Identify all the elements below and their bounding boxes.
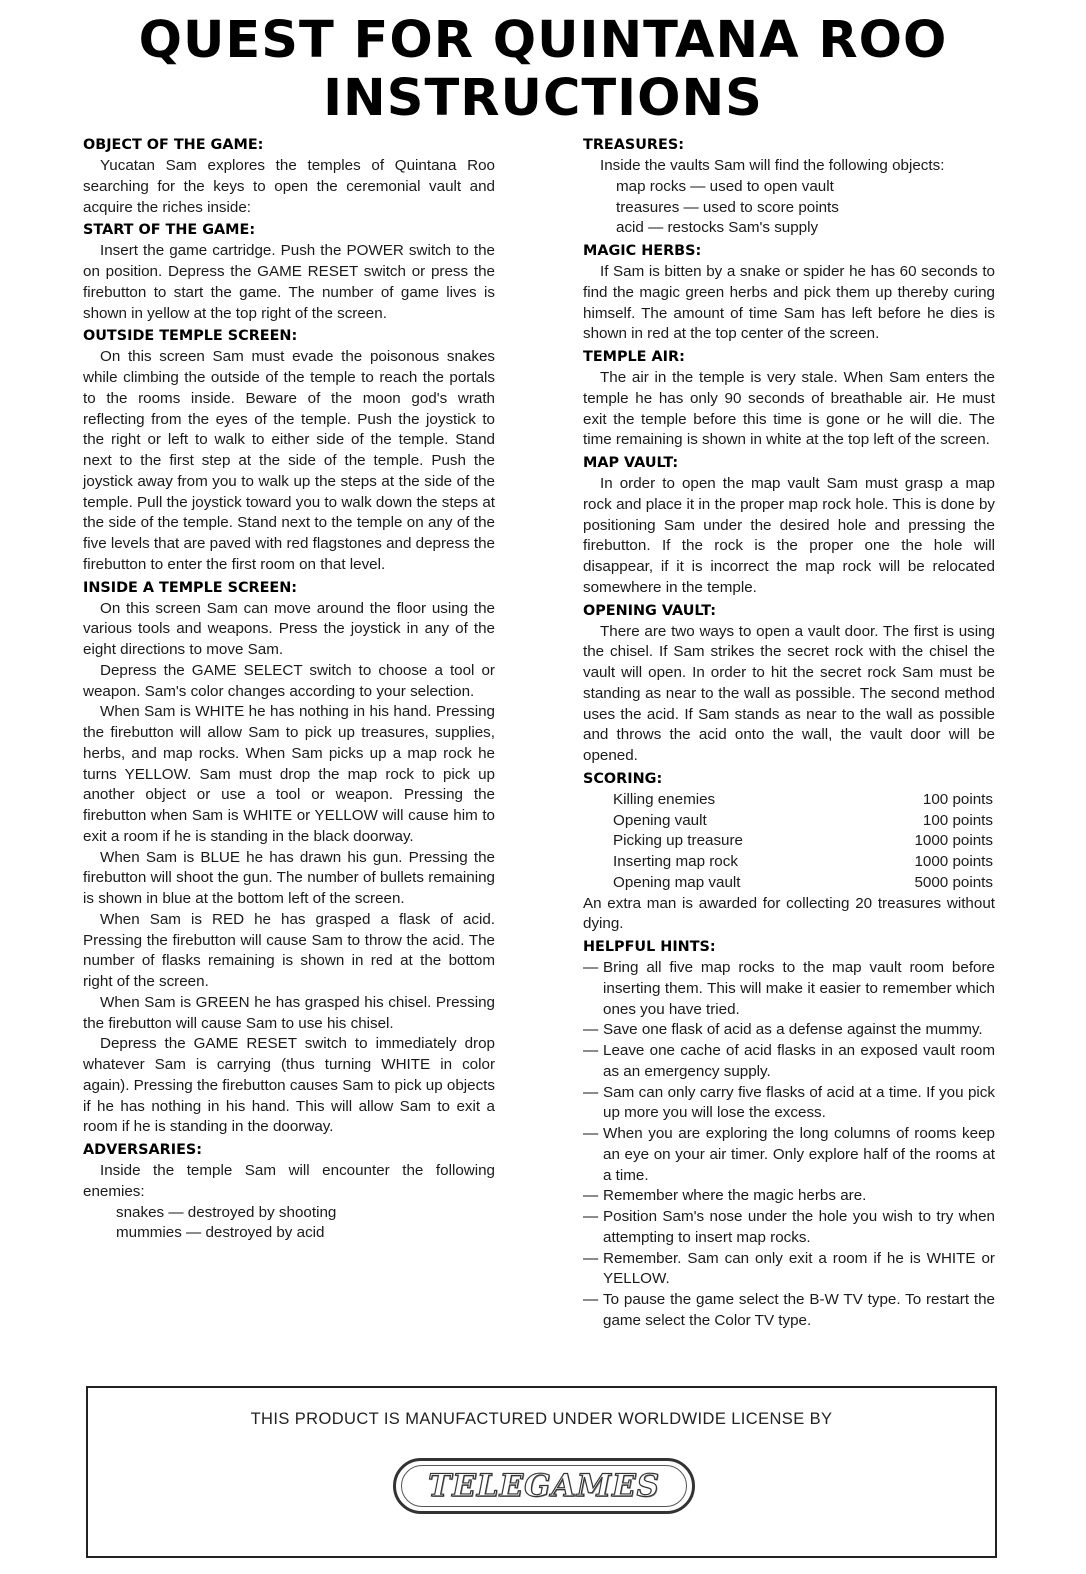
score-label: Opening vault bbox=[613, 811, 707, 829]
section-heading: OPENING VAULT: bbox=[583, 602, 716, 619]
hint-text: To pause the game select the B-W TV type. To restart the game select the Color TV type. bbox=[603, 1291, 995, 1329]
hint-text: Sam can only carry five flasks of acid at a time. If you pick up more you will lose the excess. bbox=[603, 1083, 995, 1122]
section-temple-air bbox=[583, 347, 995, 451]
hint-item bbox=[583, 1020, 995, 1041]
dash-bullet: — bbox=[583, 1083, 599, 1101]
right-column bbox=[583, 135, 995, 1332]
dash-bullet: — bbox=[583, 959, 599, 976]
hint-text: Save one flask of acid as a defense against the mummy. bbox=[603, 1021, 983, 1039]
section-heading: OBJECT OF THE GAME: bbox=[83, 137, 264, 153]
score-label: Inserting map rock bbox=[613, 853, 738, 870]
hint-item bbox=[583, 1186, 995, 1207]
paragraph: Inside the temple Sam will encounter the following enemies: bbox=[83, 1162, 495, 1200]
paragraph: When Sam is WHITE he has nothing in his hand. Pressing the firebutton will allow Sam to pick up treasures, supplies, herbs, and map rocks. When Sam picks up a map rock he turns YELLOW. Sam must drop the map rock to pick up another object or use a tool or weapon. Pressing the firebutton when Sam is WHITE or YELLOW will cause him to exit a room if he is standing in the black doorway. bbox=[83, 703, 495, 845]
paragraph: Depress the GAME SELECT switch to choose a tool or weapon. Sam's color changes according to your selection. bbox=[83, 661, 495, 700]
paragraph: On this screen Sam can move around the floor using the various tools and weapons. Press the joystick in any of the eight directions to move Sam. bbox=[83, 599, 495, 658]
hint-item bbox=[583, 1207, 995, 1249]
hint-text: Position Sam's nose under the hole you wish to try when attempting to insert map rocks. bbox=[603, 1208, 995, 1246]
paragraph: When Sam is BLUE he has drawn his gun. Pressing the firebutton will shoot the gun. The number of bullets remaining is shown in blue at the bottom left of the screen. bbox=[83, 848, 495, 907]
license-text: THIS PRODUCT IS MANUFACTURED UNDER WORLDWIDE LICENSE BY bbox=[250, 1410, 833, 1428]
hint-text: Bring all five map rocks to the map vault room before inserting them. This will make it easier to remember which ones you have tried. bbox=[603, 959, 995, 1018]
section-heading: START OF THE GAME: bbox=[83, 222, 256, 239]
logo-text: TELEGAMES bbox=[428, 1468, 660, 1504]
section-inside-temple bbox=[83, 578, 495, 1139]
table-row bbox=[613, 790, 993, 811]
list-item: treasures — used to score points bbox=[616, 198, 839, 216]
section-outside-temple bbox=[83, 326, 495, 575]
section-heading: INSIDE A TEMPLE SCREEN: bbox=[83, 579, 298, 596]
paragraph: Yucatan Sam explores the temples of Quintana Roo searching for the keys to open the ceremonial vault and acquire the riches inside: bbox=[83, 157, 495, 216]
license-box bbox=[86, 1386, 997, 1558]
section-start bbox=[83, 220, 495, 324]
paragraph: An extra man is awarded for collecting 20 treasures without dying. bbox=[583, 894, 995, 933]
section-adversaries bbox=[83, 1140, 495, 1244]
list-item: acid — restocks Sam's supply bbox=[616, 219, 819, 237]
title-line-1: QUEST FOR QUINTANA ROO bbox=[138, 11, 948, 70]
telegames-logo bbox=[393, 1458, 695, 1514]
title-line-2: INSTRUCTIONS bbox=[323, 69, 763, 128]
section-heading: TEMPLE AIR: bbox=[583, 349, 685, 365]
list-item: snakes — destroyed by shooting bbox=[116, 1203, 337, 1221]
section-helpful-hints bbox=[583, 937, 995, 1332]
hint-item bbox=[583, 1124, 995, 1186]
hint-text: Leave one cache of acid flasks in an exposed vault room as an emergency supply. bbox=[603, 1042, 995, 1080]
hint-item bbox=[583, 1290, 995, 1332]
paragraph: When Sam is GREEN he has grasped his chisel. Pressing the firebutton will cause Sam to use his chisel. bbox=[83, 993, 495, 1032]
list-item: mummies — destroyed by acid bbox=[116, 1224, 325, 1242]
table-row bbox=[613, 811, 993, 832]
dash-bullet: — bbox=[583, 1042, 599, 1059]
section-treasures bbox=[583, 135, 995, 239]
section-heading: ADVERSARIES: bbox=[83, 1142, 203, 1158]
paragraph: When Sam is RED he has grasped a flask of acid. Pressing the firebutton will cause Sam to throw the acid. The number of flasks remaining is shown in red at the bottom right of the screen. bbox=[83, 910, 495, 990]
paragraph: On this screen Sam must evade the poisonous snakes while climbing the outside of the temple to reach the portals to the rooms inside. Beware of the moon god's wrath reflecting from the eyes of the temple. Push the joystick to the right or left to walk to either side of the temple. Stand next to the first step at the side of the temple. Push the joystick away from you to walk up the steps at the side of the temple. Pull the joystick toward you to walk down the steps at the side of the temple. Stand next to the temple on any of the five levels that are paved with red flagstones and depress the firebutton to enter the first room on that level. bbox=[83, 348, 495, 573]
section-opening-vault bbox=[583, 601, 995, 767]
section-heading: MAP VAULT: bbox=[583, 455, 679, 471]
dash-bullet: — bbox=[583, 1125, 599, 1142]
score-points: 5000 points bbox=[914, 873, 993, 891]
list-item: map rocks — used to open vault bbox=[616, 177, 834, 195]
paragraph: If Sam is bitten by a snake or spider he has 60 seconds to find the magic green herbs and pick them up thereby curing himself. The amount of time Sam has left before he dies is shown in red at the top center of the screen. bbox=[583, 263, 995, 343]
dash-bullet: — bbox=[583, 1021, 599, 1039]
hint-item bbox=[583, 1249, 995, 1291]
section-map-vault bbox=[583, 453, 995, 599]
score-points: 1000 points bbox=[914, 853, 993, 870]
table-row bbox=[613, 873, 993, 894]
score-points: 1000 points bbox=[914, 832, 993, 850]
section-heading: TREASURES: bbox=[583, 137, 684, 153]
hint-text: When you are exploring the long columns of rooms keep an eye on your air timer. Only explore half of the rooms at a time. bbox=[603, 1125, 995, 1184]
dash-bullet: — bbox=[583, 1249, 599, 1267]
section-object bbox=[83, 135, 495, 218]
left-column bbox=[83, 135, 495, 1244]
section-heading: OUTSIDE TEMPLE SCREEN: bbox=[83, 328, 298, 345]
paragraph: Insert the game cartridge. Push the POWER switch to the on position. Depress the GAME RESET switch or press the firebutton to start the game. The number of game lives is shown in yellow at the top right of the screen. bbox=[83, 242, 495, 322]
page-title bbox=[0, 12, 1086, 128]
score-label: Picking up treasure bbox=[613, 832, 744, 850]
dash-bullet: — bbox=[583, 1291, 599, 1308]
score-label: Killing enemies bbox=[613, 790, 716, 808]
section-heading: HELPFUL HINTS: bbox=[583, 939, 716, 955]
section-scoring bbox=[583, 769, 995, 935]
hint-item bbox=[583, 1041, 995, 1083]
score-points: 100 points bbox=[922, 790, 993, 808]
score-label: Opening map vault bbox=[613, 873, 741, 891]
paragraph: Depress the GAME RESET switch to immediately drop whatever Sam is carrying (thus turning WHITE in color again). Pressing the firebutton causes Sam to pick up objects if he has nothing in his hand. This will allow Sam to exit a room if he is standing in the doorway. bbox=[83, 1035, 495, 1136]
table-row bbox=[613, 831, 993, 852]
paragraph: In order to open the map vault Sam must grasp a map rock and place it in the proper map rock hole. This is done by positioning Sam under the desired hole and pressing the firebutton. If the rock is the proper one the hole will disappear, if it is incorrect the map rock will be relocated somewhere in the temple. bbox=[583, 475, 995, 596]
dash-bullet: — bbox=[583, 1187, 599, 1205]
hint-text: Remember. Sam can only exit a room if he is WHITE or YELLOW. bbox=[603, 1249, 995, 1288]
dash-bullet: — bbox=[583, 1208, 599, 1225]
table-row bbox=[613, 852, 993, 873]
scoring-table bbox=[613, 790, 993, 894]
section-magic-herbs bbox=[583, 241, 995, 345]
paragraph: Inside the vaults Sam will find the following objects: bbox=[600, 157, 945, 174]
section-heading: MAGIC HERBS: bbox=[583, 243, 702, 259]
score-points: 100 points bbox=[922, 811, 993, 829]
logo-inner-ring bbox=[401, 1465, 687, 1507]
hint-item bbox=[583, 1083, 995, 1125]
paragraph: There are two ways to open a vault door. The first is using the chisel. If Sam strikes the secret rock with the chisel the vault will open. In order to hit the secret rock Sam must be standing as near to the wall as possible. The second method uses the acid. If Sam stands as near to the wall as possible and throws the acid onto the wall, the vault door will be opened. bbox=[583, 622, 995, 764]
paragraph: The air in the temple is very stale. When Sam enters the temple he has only 90 seconds of breathable air. He must exit the temple before this time is gone or he will die. The time remaining is shown in white at the top left of the screen. bbox=[583, 369, 995, 449]
section-heading: SCORING: bbox=[583, 770, 663, 787]
hint-text: Remember where the magic herbs are. bbox=[603, 1187, 867, 1205]
hint-item bbox=[583, 958, 995, 1020]
